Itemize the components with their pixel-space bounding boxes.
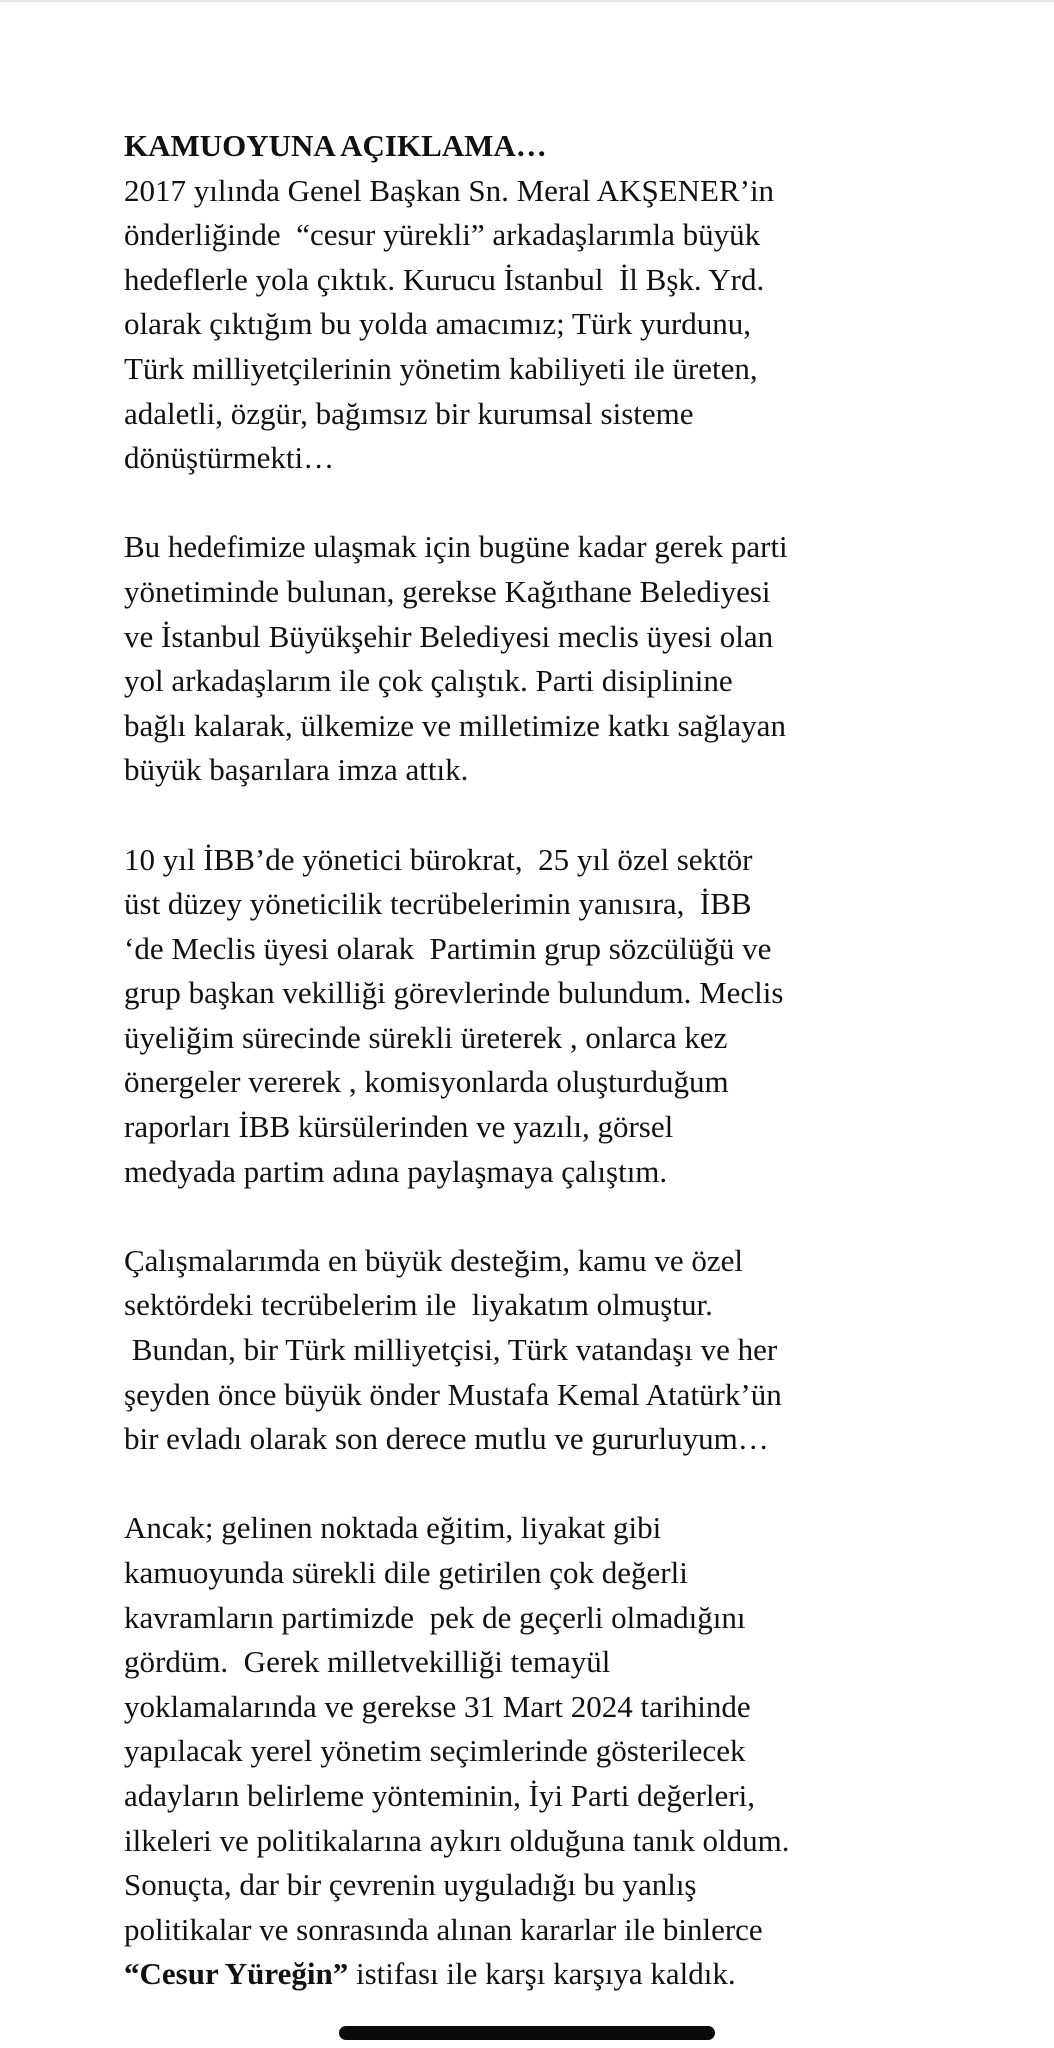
text-line: Çalışmalarımda en büyük desteğim, kamu ve özel — [124, 1242, 743, 1278]
home-indicator[interactable] — [339, 2026, 715, 2040]
text-line: dönüştürmekti… — [124, 440, 335, 476]
text-line: 10 yıl İBB’de yönetici bürokrat, 25 yıl özel sektör — [124, 841, 753, 877]
statement-document — [124, 124, 1024, 2042]
text-line: ‘de Meclis üyesi olarak Partimin grup sözcülüğü ve — [124, 930, 772, 966]
text-line: yönetiminde bulunan, gerekse Kağıthane Belediyesi — [124, 573, 771, 609]
paragraph-4 — [124, 1239, 1024, 1462]
bold-phrase: “Cesur Yüreğin” — [124, 1956, 349, 1992]
paragraph-3 — [124, 838, 1024, 1195]
text-line: ve İstanbul Büyükşehir Belediyesi meclis üyesi olan — [124, 618, 774, 654]
text-line: medyada partim adına paylaşmaya çalıştım. — [124, 1153, 668, 1189]
text-line: ilkeleri ve politikalarına aykırı olduğuna tanık oldum. — [124, 1822, 790, 1858]
top-divider — [0, 0, 1054, 2]
text-line: Bundan, bir Türk milliyetçisi, Türk vatandaşı ve her — [124, 1332, 778, 1368]
paragraph-5 — [124, 1506, 1024, 1997]
text-line: raporları İBB kürsülerinden ve yazılı, görsel — [124, 1109, 674, 1145]
text-line: önergeler vererek , komisyonlarda oluşturduğum — [124, 1064, 729, 1100]
text-line: Bu hedefimize ulaşmak için bugüne kadar gerek parti — [124, 529, 788, 565]
text-line: şeyden önce büyük önder Mustafa Kemal Atatürk’ün — [124, 1376, 782, 1412]
text-line: kavramların partimizde pek de geçerli olmadığını — [124, 1599, 746, 1635]
text-line: bağlı kalarak, ülkemize ve milletimize katkı sağlayan — [124, 707, 786, 743]
text-line: üyeliğim sürecinde sürekli üreterek , onlarca kez — [124, 1019, 728, 1055]
text-line: Türk milliyetçilerinin yönetim kabiliyeti ile üreten, — [124, 350, 758, 386]
text-line: Sonuçta, dar bir çevrenin uyguladığı bu yanlış — [124, 1867, 697, 1903]
text-line: gördüm. Gerek milletvekilliği temayül — [124, 1644, 611, 1680]
paragraph-1 — [124, 169, 1024, 481]
paragraph-2 — [124, 525, 1024, 793]
text-line: yapılacak yerel yönetim seçimlerinde gösterilecek — [124, 1733, 746, 1769]
text-line: büyük başarılara imza attık. — [124, 752, 469, 788]
text-line: üst düzey yöneticilik tecrübelerimin yanısıra, İBB — [124, 886, 752, 922]
text-line: adaletli, özgür, bağımsız bir kurumsal sisteme — [124, 395, 694, 431]
text-line: politikalar ve sonrasında alınan kararlar ile binlerce — [124, 1911, 763, 1947]
text-line: yoklamalarında ve gerekse 31 Mart 2024 tarihinde — [124, 1688, 751, 1724]
document-title: KAMUOYUNA AÇIKLAMA… — [124, 128, 547, 163]
text-line: olarak çıktığım bu yolda amacımız; Türk yurdunu, — [124, 306, 752, 342]
text-line: hedeflerle yola çıktık. Kurucu İstanbul İl Bşk. Yrd. — [124, 261, 765, 297]
text-line: grup başkan vekilliği görevlerinde bulundum. Meclis — [124, 975, 784, 1011]
text-line: kamuoyunda sürekli dile getirilen çok değerli — [124, 1555, 688, 1590]
text-line: Ancak; gelinen noktada eğitim, liyakat gibi — [124, 1510, 662, 1546]
closing-line — [124, 1952, 1024, 1997]
text-line: bir evladı olarak son derece mutlu ve gururluyum… — [124, 1421, 769, 1457]
text-line: 2017 yılında Genel Başkan Sn. Meral AKŞENER’in — [124, 172, 775, 208]
closing-line-rest: istifası ile karşı karşıya kaldık. — [348, 1956, 736, 1992]
text-line: adayların belirleme yönteminin, İyi Parti değerleri, — [124, 1777, 755, 1813]
text-line: sektördeki tecrübelerim ile liyakatım olmuştur. — [124, 1287, 713, 1323]
text-line: yol arkadaşlarım ile çok çalıştık. Parti disiplinine — [124, 663, 733, 699]
text-line: önderliğinde “cesur yürekli” arkadaşlarımla büyük — [124, 217, 761, 253]
